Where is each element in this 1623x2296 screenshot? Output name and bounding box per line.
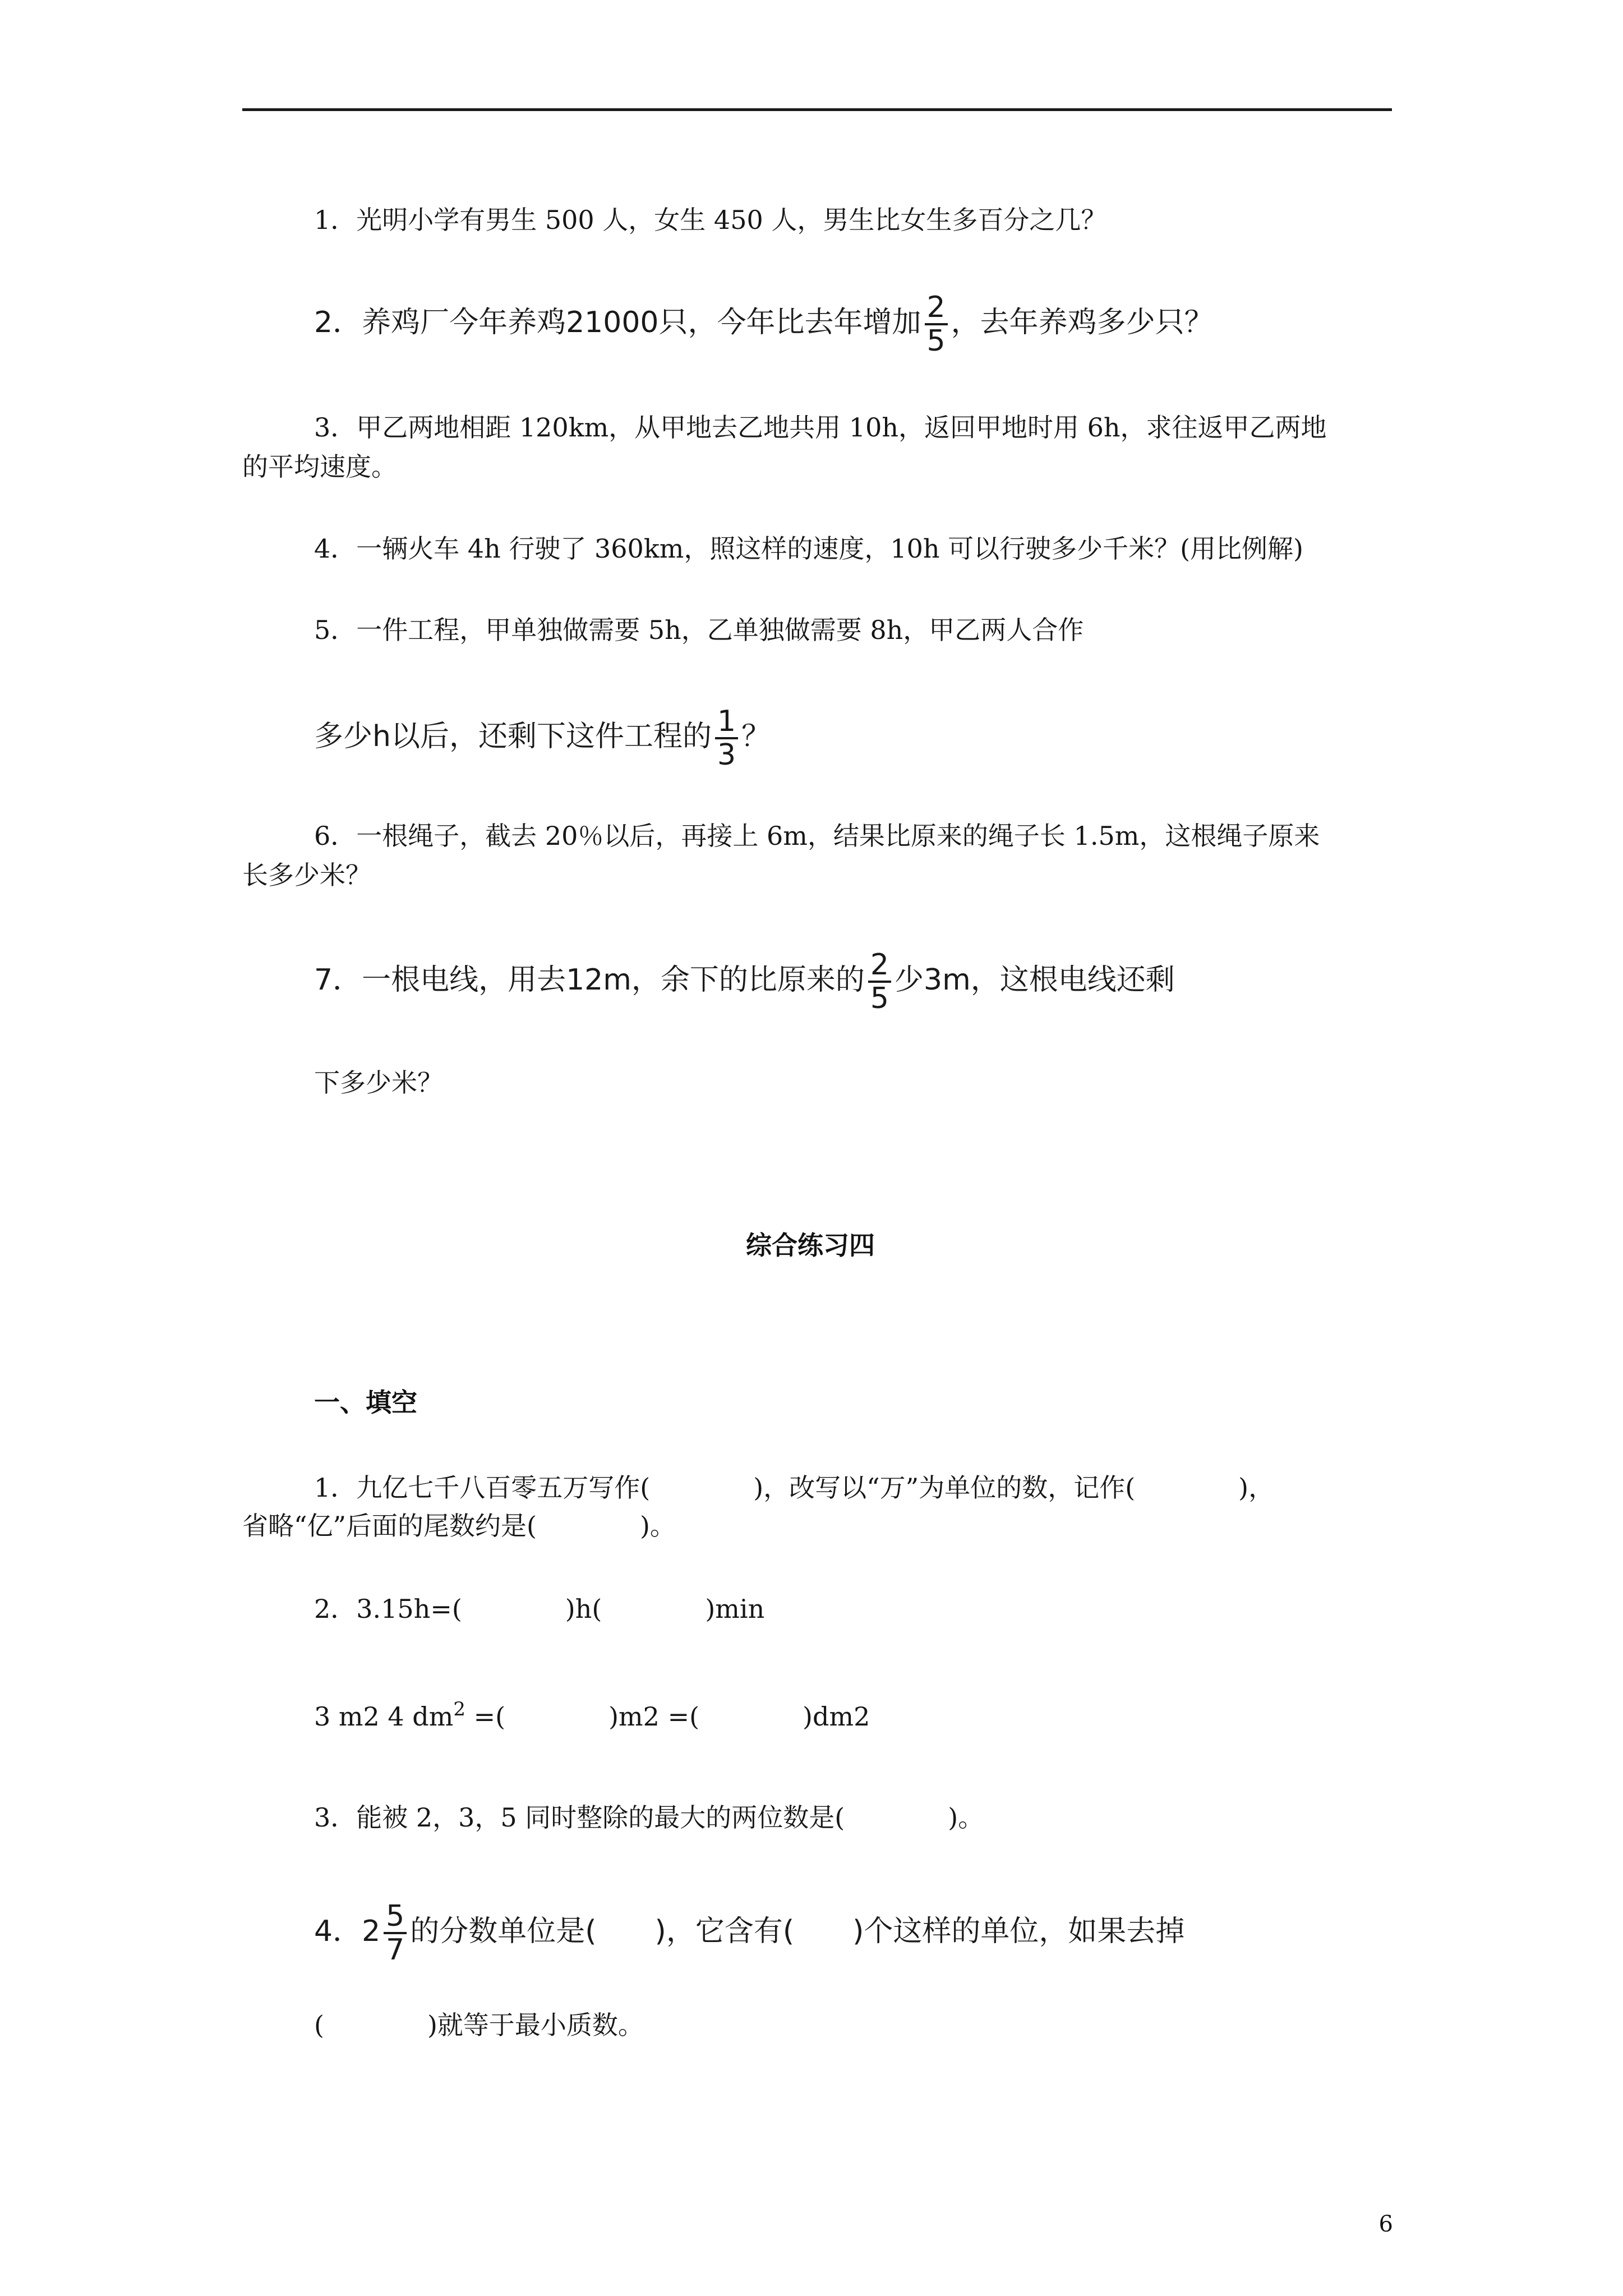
fill-2-unit-text: 3 m2 4 dm <box>314 1701 454 1732</box>
problem-3-line-1: 3．甲乙两地相距 120km，从甲地去乙地共用 10h，返回甲地时用 6h，求往返甲乙两地 <box>314 412 1327 443</box>
fill-1-line-2: 省略“亿”后面的尾数约是( )。 <box>242 1511 676 1541</box>
fill-4-text: 的分数单位是( )，它含有( )个这样的单位，如果去掉 <box>410 1915 1185 1948</box>
fill-2-blanks: =( )m2 =( )dm2 <box>465 1701 870 1732</box>
problem-4: 4．一辆火车 4h 行驶了 360km，照这样的速度，10h 可以行驶多少千米？(用比例解) <box>314 533 1303 564</box>
page-number: 6 <box>1378 2211 1393 2237</box>
problem-5-tail: ？ <box>741 720 771 753</box>
fill-4-line-2: ( )就等于最小质数。 <box>314 2010 644 2040</box>
problem-1: 1．光明小学有男生 500 人，女生 450 人，男生比女生多百分之几？ <box>314 205 1107 235</box>
problem-5-text: 多少h以后，还剩下这件工程的 <box>314 720 712 753</box>
fill-1-line-1: 1．九亿七千八百零五万写作( )，改写以“万”为单位的数，记作( )， <box>314 1473 1275 1503</box>
fraction-5-7: $\frac{5}{7}$ <box>384 1901 407 1966</box>
problem-7-line-2: 下多少米？ <box>314 1068 443 1098</box>
fill-2-superscript: 2 <box>453 1698 465 1720</box>
section-title: 综合练习四 <box>746 1230 875 1260</box>
problem-6-line-2: 长多少米？ <box>242 860 371 890</box>
fill-3: 3．能被 2，3，5 同时整除的最大的两位数是( )。 <box>314 1802 984 1833</box>
problem-2 <box>314 292 1214 357</box>
fraction-2-5-b: $\frac{2}{5}$ <box>868 949 891 1014</box>
header-rule <box>242 108 1392 111</box>
part-heading: 一、填空 <box>314 1387 417 1418</box>
fill-4-whole: 4．2 <box>314 1915 381 1948</box>
fraction-2-5: $\frac{2}{5}$ <box>925 292 948 357</box>
problem-5-line-2 <box>314 706 771 771</box>
problem-2-tail: ，去年养鸡多少只？ <box>951 306 1214 339</box>
problem-3-line-2: 的平均速度。 <box>242 452 397 482</box>
problem-7-line-1 <box>314 949 1175 1014</box>
problem-7-text: 7．一根电线，用去12m，余下的比原来的 <box>314 963 865 997</box>
problem-6-line-1: 6．一根绳子，截去 20％以后，再接上 6m，结果比原来的绳子长 1.5m，这根绳子原来 <box>314 821 1320 851</box>
problem-2-text: 2．养鸡厂今年养鸡21000只，今年比去年增加 <box>314 306 921 339</box>
problem-5-line-1: 5．一件工程，甲单独做需要 5h，乙单独做需要 8h，甲乙两人合作 <box>314 615 1084 645</box>
problem-7-tail: 少3m，这根电线还剩 <box>895 963 1175 997</box>
fill-4-line-1 <box>314 1901 1184 1966</box>
fraction-1-3: $\frac{1}{3}$ <box>715 706 738 771</box>
fill-2-line-1: 2．3.15h=( )h( )min <box>314 1594 765 1624</box>
fill-2-line-2 <box>314 1700 870 1733</box>
